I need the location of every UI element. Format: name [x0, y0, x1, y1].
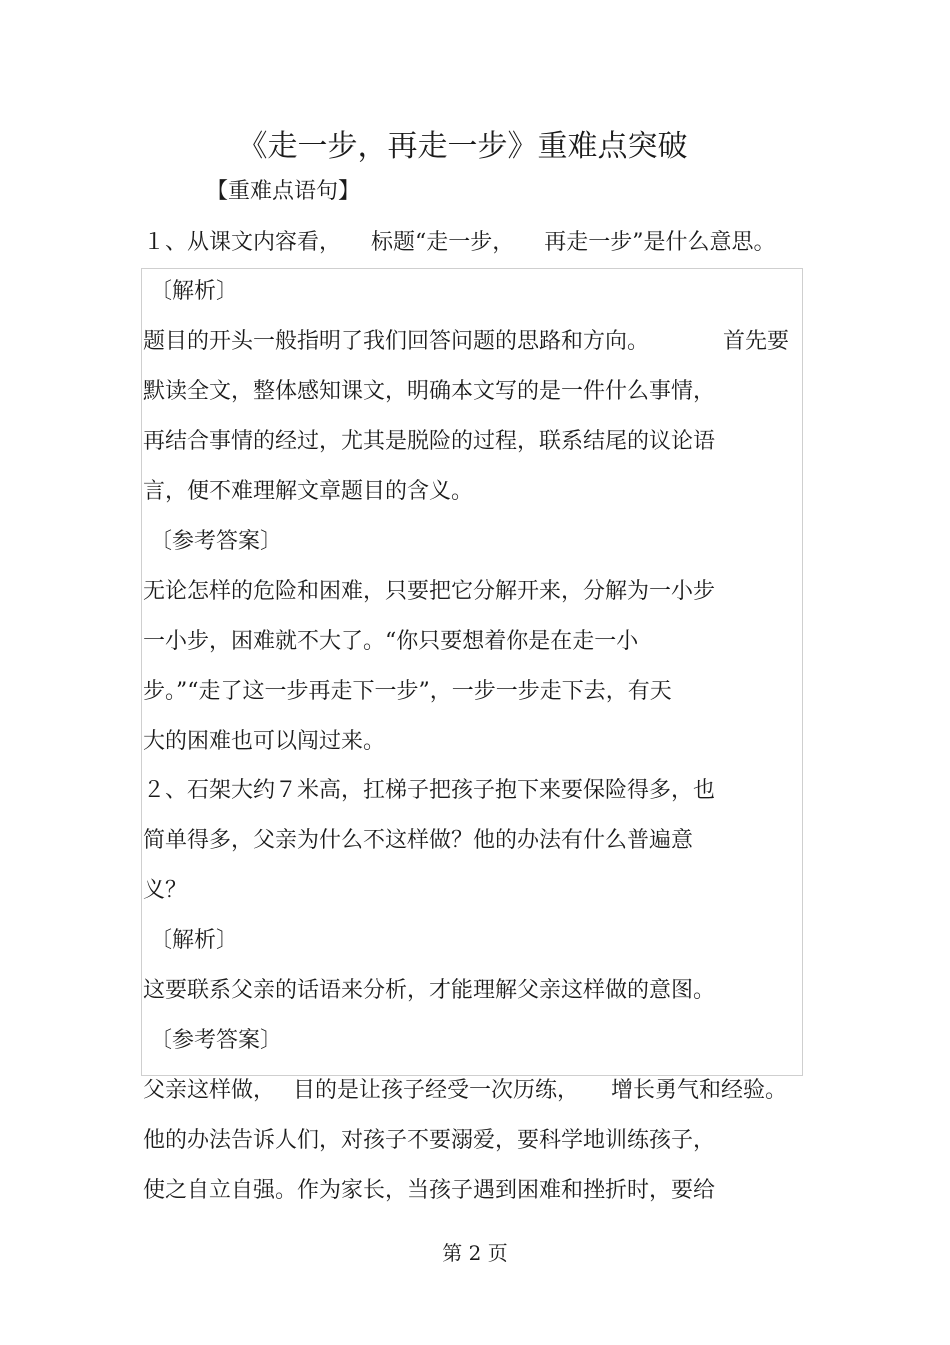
q1-analysis-line-1 [143, 327, 789, 357]
q1-analysis-line-4: 言，便不难理解文章题目的含义。 [143, 479, 474, 504]
q2-analysis-line-1: 这要联系父亲的话语来分析，才能理解父亲这样做的意图。 [143, 978, 716, 1003]
q1-answer-line-1: 无论怎样的危险和困难，只要把它分解开来，分解为一小步 [143, 579, 716, 604]
q2-answer-line-2: 他的办法告诉人们，对孩子不要溺爱，要科学地训练孩子， [143, 1128, 716, 1153]
question-1-part-a: １、从课文内容看， [143, 230, 342, 255]
question-2-line-1: ２、石架大约７米高，扛梯子把孩子抱下来要保险得多，也 [143, 778, 716, 803]
question-2-line-2: 简单得多，父亲为什么不这样做？他的办法有什么普遍意 [143, 828, 694, 853]
q2-answer-line-1-b: 目的是让孩子经受一次历练， [293, 1078, 580, 1103]
q1-answer-line-3: 步。”“走了这一步再走下一步”，一步一步走下去，有天 [143, 679, 672, 704]
question-2-line-3: 义？ [143, 878, 188, 903]
q2-analysis-label: 〔解析〕 [150, 928, 239, 953]
q1-answer-line-2: 一小步，困难就不大了。“你只要想着你是在走一小 [143, 629, 639, 654]
question-1-part-c: 再走一步”是什么意思。 [544, 230, 776, 255]
q1-analysis-label: 〔解析〕 [150, 279, 239, 304]
q2-answer-label: 〔参考答案〕 [150, 1028, 283, 1053]
q2-answer-line-1-a: 父亲这样做， [143, 1078, 276, 1103]
q1-analysis-line-1-b: 首先要 [723, 329, 790, 354]
question-1 [143, 228, 776, 258]
question-1-part-b: 标题“走一步， [371, 230, 515, 255]
page-number: 第 2 页 [442, 1241, 508, 1265]
q1-answer-label: 〔参考答案〕 [150, 529, 283, 554]
q1-analysis-line-3: 再结合事情的经过，尤其是脱险的过程，联系结尾的议论语 [143, 429, 716, 454]
section-heading: 【重难点语句】 [206, 179, 361, 204]
page-title: 《走一步，再走一步》重难点突破 [237, 129, 688, 164]
q1-analysis-line-2: 默读全文，整体感知课文，明确本文写的是一件什么事情， [143, 379, 716, 404]
q1-answer-line-4: 大的困难也可以闯过来。 [143, 729, 386, 754]
q2-answer-line-1 [143, 1076, 787, 1106]
q2-answer-line-3: 使之自立自强。作为家长，当孩子遇到困难和挫折时，要给 [143, 1178, 716, 1203]
q1-analysis-line-1-a: 题目的开头一般指明了我们回答问题的思路和方向。 [143, 329, 650, 354]
q2-answer-line-1-c: 增长勇气和经验。 [611, 1078, 788, 1103]
